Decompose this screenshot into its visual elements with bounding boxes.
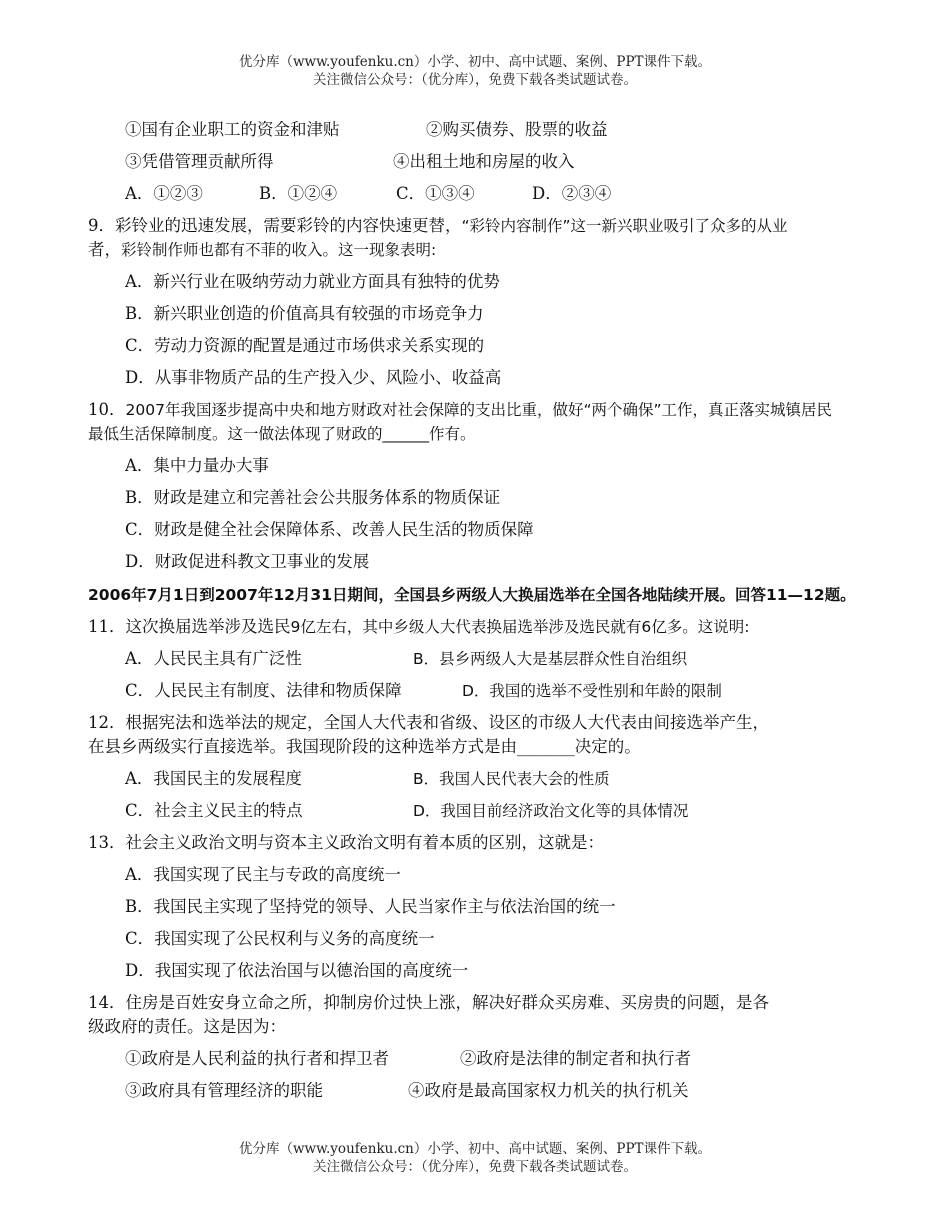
q9-stem-2b: 彩铃制作师也都有不菲的收入。这一现象表明: xyxy=(121,241,437,259)
q12-stem-line-1: 12．根据宪法和选举法的规定，全国人大代表和省级、设区的市级人大代表由间接选举产生， xyxy=(88,713,769,732)
q9-stem-line-1 xyxy=(88,214,788,238)
q10-option-a: A．集中力量办大事 xyxy=(125,456,269,475)
q11-stem-a: 11．这次换届选举涉及选民 xyxy=(88,617,291,636)
q9-stem-1b: “彩铃内容制作”这一新兴职业吸引了众多的从业 xyxy=(461,217,788,235)
q12-stem-line-2: 在县乡两级实行直接选举。我国现阶段的这种选举方式是由_______决定的。 xyxy=(88,737,641,756)
q14-statement-4: ④政府是最高国家权力机关的执行机关 xyxy=(408,1081,689,1100)
header-line-1: 优分库（www.youfenku.cn）小学、初中、高中试题、案例、PPT课件下载。 xyxy=(238,54,712,70)
passage-11-12: 2006年7月1日到2007年12月31日期间，全国县乡两级人大换届选举在全国各地陆续开展。回答11—12题。 xyxy=(88,586,856,604)
q11-option-b: B．县乡两级人大是基层群众性自治组织 xyxy=(413,650,688,668)
q10-stem-1a: 10． xyxy=(88,400,126,419)
q14-statement-3: ③政府具有管理经济的职能 xyxy=(125,1081,323,1100)
q14-statement-2: ②政府是法律的制定者和执行者 xyxy=(460,1049,691,1068)
q14-statement-1: ①政府是人民利益的执行者和捍卫者 xyxy=(125,1049,389,1068)
q9-option-d: D．从事非物质产品的生产投入少、风险小、收益高 xyxy=(125,368,502,387)
q11-stem-b: 9亿左右，其中乡级人大代表换届选举涉及选民就有6亿多。这说明: xyxy=(290,618,750,636)
q9-option-c: C．劳动力资源的配置是通过市场供求关系实现的 xyxy=(125,336,485,355)
q14-stem-line-2: 级政府的责任。这是因为： xyxy=(88,1017,286,1036)
q12-option-c: C．社会主义民主的特点 xyxy=(125,801,303,820)
q9-stem-2a: 者， xyxy=(88,240,121,259)
q13-option-c: C．我国实现了公民权利与义务的高度统一 xyxy=(125,929,435,948)
q13-option-d: D．我国实现了依法治国与以德治国的高度统一 xyxy=(125,961,469,980)
q10-stem-line-1 xyxy=(88,398,832,422)
q8-statement-2: ②购买债券、股票的收益 xyxy=(426,120,608,139)
q8-option-c: C．①③④ xyxy=(396,184,475,203)
q13-option-b: B．我国民主实现了坚持党的领导、人民当家作主与依法治国的统一 xyxy=(125,897,616,916)
q10-option-d: D．财政促进科教文卫事业的发展 xyxy=(125,552,370,571)
q13-option-a: A．我国实现了民主与专政的高度统一 xyxy=(125,865,401,884)
q11-option-d: D．我国的选举不受性别和年龄的限制 xyxy=(462,682,722,700)
q9-stem-line-2 xyxy=(88,238,436,262)
q9-option-a: A．新兴行业在吸纳劳动力就业方面具有独特的优势 xyxy=(125,272,500,291)
q9-option-b: B．新兴职业创造的价值高具有较强的市场竞争力 xyxy=(125,304,484,323)
q8-statement-1: ①国有企业职工的资金和津贴 xyxy=(125,120,340,139)
q11-option-c: C．人民民主有制度、法律和物质保障 xyxy=(125,681,402,700)
page-footer xyxy=(0,1140,950,1176)
q8-statement-3: ③凭借管理贡献所得 xyxy=(125,152,274,171)
footer-line-1: 优分库（www.youfenku.cn）小学、初中、高中试题、案例、PPT课件下载。 xyxy=(238,1141,712,1157)
q10-option-c: C．财政是健全社会保障体系、改善人民生活的物质保障 xyxy=(125,520,534,539)
q10-stem-1b: 2007年我国逐步提高中央和地方财政对社会保障的支出比重，做好“两个确保”工作，真正落实城镇居民 xyxy=(125,401,833,419)
q9-stem-1a: 9．彩铃业的迅速发展，需要彩铃的内容快速更替， xyxy=(88,216,462,235)
q10-stem-line-2: 最低生活保障制度。这一做法体现了财政的______作有。 xyxy=(88,425,476,443)
q11-option-a: A．人民民主具有广泛性 xyxy=(125,649,302,668)
q13-stem: 13．社会主义政治文明与资本主义政治文明有着本质的区别，这就是： xyxy=(88,833,604,852)
q8-option-a: A．①②③ xyxy=(125,184,203,203)
q11-stem xyxy=(88,615,749,639)
header-line-2: 关注微信公众号：（优分库），免费下载各类试题试卷。 xyxy=(313,72,637,88)
q8-option-b: B．①②④ xyxy=(259,184,338,203)
q12-option-b: B．我国人民代表大会的性质 xyxy=(413,770,610,788)
q14-stem-line-1: 14．住房是百姓安身立命之所，抑制房价过快上涨，解决好群众买房难、买房贵的问题，是各 xyxy=(88,993,769,1012)
q8-option-d: D．②③④ xyxy=(532,184,612,203)
q8-statement-4: ④出租土地和房屋的收入 xyxy=(393,152,575,171)
footer-line-2: 关注微信公众号：（优分库），免费下载各类试题试卷。 xyxy=(313,1159,637,1175)
q12-option-a: A．我国民主的发展程度 xyxy=(125,769,302,788)
q12-option-d: D．我国目前经济政治文化等的具体情况 xyxy=(413,802,689,820)
q10-option-b: B．财政是建立和完善社会公共服务体系的物质保证 xyxy=(125,488,501,507)
